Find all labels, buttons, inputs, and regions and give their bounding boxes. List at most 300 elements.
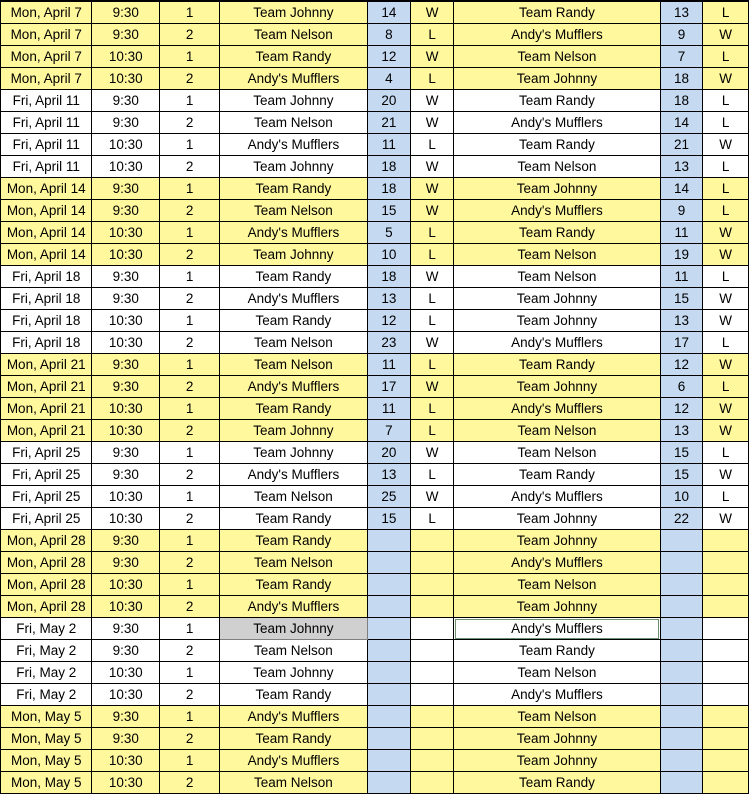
- result1-cell[interactable]: L: [411, 24, 454, 46]
- result2-cell[interactable]: L: [703, 266, 749, 288]
- field-cell[interactable]: 1: [160, 574, 220, 596]
- field-cell[interactable]: 2: [160, 200, 220, 222]
- score2-cell[interactable]: [660, 772, 702, 794]
- score1-cell[interactable]: 15: [367, 508, 410, 530]
- date-cell[interactable]: Mon, April 28: [1, 530, 92, 552]
- time-cell[interactable]: 10:30: [92, 156, 160, 178]
- time-cell[interactable]: 10:30: [92, 486, 160, 508]
- score2-cell[interactable]: 18: [660, 68, 702, 90]
- score1-cell[interactable]: 18: [367, 156, 410, 178]
- date-cell[interactable]: Fri, May 2: [1, 662, 92, 684]
- score1-cell[interactable]: [367, 574, 410, 596]
- result1-cell[interactable]: W: [411, 1, 454, 24]
- score2-cell[interactable]: 13: [660, 1, 702, 24]
- date-cell[interactable]: Mon, April 14: [1, 178, 92, 200]
- date-cell[interactable]: Mon, May 5: [1, 706, 92, 728]
- field-cell[interactable]: 2: [160, 728, 220, 750]
- result2-cell[interactable]: L: [703, 200, 749, 222]
- time-cell[interactable]: 9:30: [92, 90, 160, 112]
- team2-cell[interactable]: Andy's Mufflers: [454, 684, 661, 706]
- score2-cell[interactable]: [660, 684, 702, 706]
- score2-cell[interactable]: [660, 750, 702, 772]
- team1-cell[interactable]: Andy's Mufflers: [220, 596, 368, 618]
- field-cell[interactable]: 1: [160, 486, 220, 508]
- result1-cell[interactable]: L: [411, 134, 454, 156]
- team1-cell[interactable]: Team Johnny: [220, 244, 368, 266]
- team1-cell[interactable]: Team Randy: [220, 684, 368, 706]
- score2-cell[interactable]: [660, 530, 702, 552]
- team1-cell[interactable]: Team Johnny: [220, 90, 368, 112]
- team2-cell[interactable]: Team Nelson: [454, 46, 661, 68]
- date-cell[interactable]: Fri, April 25: [1, 486, 92, 508]
- score1-cell[interactable]: 18: [367, 266, 410, 288]
- team2-cell[interactable]: Team Johnny: [454, 310, 661, 332]
- score1-cell[interactable]: 23: [367, 332, 410, 354]
- team1-cell[interactable]: Team Nelson: [220, 200, 368, 222]
- score1-cell[interactable]: [367, 618, 410, 640]
- result2-cell[interactable]: [703, 662, 749, 684]
- team2-cell[interactable]: Team Johnny: [454, 288, 661, 310]
- field-cell[interactable]: 1: [160, 90, 220, 112]
- field-cell[interactable]: 1: [160, 266, 220, 288]
- score1-cell[interactable]: [367, 706, 410, 728]
- date-cell[interactable]: Mon, April 14: [1, 200, 92, 222]
- team1-cell[interactable]: Andy's Mufflers: [220, 376, 368, 398]
- team1-cell[interactable]: Team Johnny: [220, 156, 368, 178]
- team1-cell[interactable]: Team Randy: [220, 398, 368, 420]
- team2-cell[interactable]: Andy's Mufflers: [454, 486, 661, 508]
- score2-cell[interactable]: 6: [660, 376, 702, 398]
- score2-cell[interactable]: 10: [660, 486, 702, 508]
- result1-cell[interactable]: [411, 530, 454, 552]
- time-cell[interactable]: 9:30: [92, 1, 160, 24]
- field-cell[interactable]: 1: [160, 178, 220, 200]
- score1-cell[interactable]: 25: [367, 486, 410, 508]
- team1-cell[interactable]: Team Randy: [220, 266, 368, 288]
- result1-cell[interactable]: L: [411, 68, 454, 90]
- field-cell[interactable]: 2: [160, 596, 220, 618]
- result2-cell[interactable]: L: [703, 90, 749, 112]
- time-cell[interactable]: 10:30: [92, 244, 160, 266]
- date-cell[interactable]: Mon, April 21: [1, 420, 92, 442]
- time-cell[interactable]: 10:30: [92, 68, 160, 90]
- date-cell[interactable]: Fri, May 2: [1, 640, 92, 662]
- result2-cell[interactable]: [703, 596, 749, 618]
- team2-cell[interactable]: Team Nelson: [454, 662, 661, 684]
- date-cell[interactable]: Mon, April 7: [1, 68, 92, 90]
- team2-cell[interactable]: Andy's Mufflers: [454, 200, 661, 222]
- date-cell[interactable]: Fri, April 25: [1, 464, 92, 486]
- score2-cell[interactable]: 9: [660, 24, 702, 46]
- result2-cell[interactable]: L: [703, 486, 749, 508]
- time-cell[interactable]: 10:30: [92, 596, 160, 618]
- team1-cell[interactable]: Andy's Mufflers: [220, 134, 368, 156]
- team1-cell[interactable]: Andy's Mufflers: [220, 706, 368, 728]
- team1-cell[interactable]: Team Nelson: [220, 552, 368, 574]
- score2-cell[interactable]: 13: [660, 420, 702, 442]
- score1-cell[interactable]: [367, 530, 410, 552]
- score2-cell[interactable]: 15: [660, 442, 702, 464]
- time-cell[interactable]: 10:30: [92, 420, 160, 442]
- score1-cell[interactable]: 20: [367, 442, 410, 464]
- result2-cell[interactable]: W: [703, 310, 749, 332]
- date-cell[interactable]: Fri, April 25: [1, 442, 92, 464]
- result1-cell[interactable]: L: [411, 464, 454, 486]
- score2-cell[interactable]: 11: [660, 222, 702, 244]
- team2-cell[interactable]: Team Nelson: [454, 574, 661, 596]
- team1-cell[interactable]: Team Nelson: [220, 354, 368, 376]
- time-cell[interactable]: 9:30: [92, 706, 160, 728]
- result2-cell[interactable]: W: [703, 244, 749, 266]
- result1-cell[interactable]: W: [411, 332, 454, 354]
- team2-cell[interactable]: Team Randy: [454, 1, 661, 24]
- result2-cell[interactable]: [703, 530, 749, 552]
- field-cell[interactable]: 2: [160, 508, 220, 530]
- result1-cell[interactable]: [411, 618, 454, 640]
- team2-cell[interactable]: Andy's Mufflers: [454, 618, 661, 640]
- result2-cell[interactable]: L: [703, 332, 749, 354]
- team1-cell[interactable]: Team Johnny: [220, 662, 368, 684]
- score2-cell[interactable]: 12: [660, 398, 702, 420]
- score1-cell[interactable]: 7: [367, 420, 410, 442]
- team2-cell[interactable]: Team Nelson: [454, 244, 661, 266]
- result1-cell[interactable]: W: [411, 266, 454, 288]
- result1-cell[interactable]: [411, 596, 454, 618]
- result1-cell[interactable]: W: [411, 442, 454, 464]
- date-cell[interactable]: Mon, April 14: [1, 222, 92, 244]
- team2-cell[interactable]: Andy's Mufflers: [454, 112, 661, 134]
- score2-cell[interactable]: 21: [660, 134, 702, 156]
- score2-cell[interactable]: 14: [660, 178, 702, 200]
- score2-cell[interactable]: 19: [660, 244, 702, 266]
- score2-cell[interactable]: 7: [660, 46, 702, 68]
- time-cell[interactable]: 10:30: [92, 772, 160, 794]
- field-cell[interactable]: 1: [160, 662, 220, 684]
- field-cell[interactable]: 2: [160, 376, 220, 398]
- date-cell[interactable]: Mon, April 21: [1, 398, 92, 420]
- time-cell[interactable]: 10:30: [92, 332, 160, 354]
- result1-cell[interactable]: W: [411, 46, 454, 68]
- team2-cell[interactable]: Team Randy: [454, 354, 661, 376]
- team2-cell[interactable]: Team Nelson: [454, 420, 661, 442]
- date-cell[interactable]: Mon, April 21: [1, 354, 92, 376]
- score1-cell[interactable]: 14: [367, 1, 410, 24]
- score1-cell[interactable]: [367, 596, 410, 618]
- time-cell[interactable]: 10:30: [92, 508, 160, 530]
- result2-cell[interactable]: [703, 552, 749, 574]
- team1-cell[interactable]: Team Nelson: [220, 640, 368, 662]
- team1-cell[interactable]: Andy's Mufflers: [220, 750, 368, 772]
- result2-cell[interactable]: W: [703, 354, 749, 376]
- score1-cell[interactable]: [367, 772, 410, 794]
- team1-cell[interactable]: Andy's Mufflers: [220, 464, 368, 486]
- team1-cell[interactable]: Team Randy: [220, 310, 368, 332]
- field-cell[interactable]: 1: [160, 750, 220, 772]
- score1-cell[interactable]: 21: [367, 112, 410, 134]
- date-cell[interactable]: Fri, April 18: [1, 288, 92, 310]
- team2-cell[interactable]: Team Johnny: [454, 68, 661, 90]
- score2-cell[interactable]: 15: [660, 288, 702, 310]
- team2-cell[interactable]: Team Johnny: [454, 508, 661, 530]
- field-cell[interactable]: 2: [160, 640, 220, 662]
- result2-cell[interactable]: [703, 574, 749, 596]
- time-cell[interactable]: 9:30: [92, 640, 160, 662]
- result1-cell[interactable]: L: [411, 244, 454, 266]
- result2-cell[interactable]: [703, 640, 749, 662]
- team2-cell[interactable]: Team Randy: [454, 90, 661, 112]
- time-cell[interactable]: 9:30: [92, 266, 160, 288]
- score1-cell[interactable]: [367, 662, 410, 684]
- team1-cell[interactable]: Team Johnny: [220, 442, 368, 464]
- score2-cell[interactable]: [660, 728, 702, 750]
- result1-cell[interactable]: L: [411, 420, 454, 442]
- score2-cell[interactable]: 15: [660, 464, 702, 486]
- time-cell[interactable]: 9:30: [92, 464, 160, 486]
- team2-cell[interactable]: Andy's Mufflers: [454, 24, 661, 46]
- score2-cell[interactable]: 17: [660, 332, 702, 354]
- score2-cell[interactable]: 13: [660, 310, 702, 332]
- date-cell[interactable]: Mon, May 5: [1, 772, 92, 794]
- time-cell[interactable]: 9:30: [92, 288, 160, 310]
- field-cell[interactable]: 1: [160, 442, 220, 464]
- team2-cell[interactable]: Team Johnny: [454, 728, 661, 750]
- time-cell[interactable]: 10:30: [92, 574, 160, 596]
- result2-cell[interactable]: L: [703, 442, 749, 464]
- score1-cell[interactable]: 4: [367, 68, 410, 90]
- result1-cell[interactable]: L: [411, 354, 454, 376]
- time-cell[interactable]: 10:30: [92, 134, 160, 156]
- result1-cell[interactable]: [411, 750, 454, 772]
- score1-cell[interactable]: [367, 684, 410, 706]
- date-cell[interactable]: Fri, April 11: [1, 112, 92, 134]
- team1-cell[interactable]: Andy's Mufflers: [220, 288, 368, 310]
- team2-cell[interactable]: Andy's Mufflers: [454, 398, 661, 420]
- team2-cell[interactable]: Team Nelson: [454, 706, 661, 728]
- result2-cell[interactable]: [703, 728, 749, 750]
- field-cell[interactable]: 2: [160, 464, 220, 486]
- score1-cell[interactable]: 20: [367, 90, 410, 112]
- field-cell[interactable]: 2: [160, 772, 220, 794]
- team2-cell[interactable]: Team Nelson: [454, 266, 661, 288]
- time-cell[interactable]: 9:30: [92, 618, 160, 640]
- result2-cell[interactable]: W: [703, 420, 749, 442]
- result2-cell[interactable]: W: [703, 464, 749, 486]
- field-cell[interactable]: 2: [160, 24, 220, 46]
- result2-cell[interactable]: [703, 618, 749, 640]
- date-cell[interactable]: Mon, April 28: [1, 596, 92, 618]
- score1-cell[interactable]: 13: [367, 288, 410, 310]
- result1-cell[interactable]: L: [411, 508, 454, 530]
- team2-cell[interactable]: Team Johnny: [454, 376, 661, 398]
- field-cell[interactable]: 1: [160, 354, 220, 376]
- team2-cell[interactable]: Andy's Mufflers: [454, 552, 661, 574]
- field-cell[interactable]: 1: [160, 530, 220, 552]
- result1-cell[interactable]: L: [411, 310, 454, 332]
- field-cell[interactable]: 1: [160, 46, 220, 68]
- score1-cell[interactable]: 11: [367, 134, 410, 156]
- date-cell[interactable]: Mon, April 28: [1, 574, 92, 596]
- field-cell[interactable]: 2: [160, 112, 220, 134]
- team2-cell[interactable]: Team Randy: [454, 134, 661, 156]
- date-cell[interactable]: Fri, May 2: [1, 684, 92, 706]
- result2-cell[interactable]: L: [703, 156, 749, 178]
- field-cell[interactable]: 1: [160, 310, 220, 332]
- time-cell[interactable]: 9:30: [92, 354, 160, 376]
- score1-cell[interactable]: 8: [367, 24, 410, 46]
- time-cell[interactable]: 9:30: [92, 552, 160, 574]
- score1-cell[interactable]: 12: [367, 46, 410, 68]
- team2-cell[interactable]: Team Johnny: [454, 178, 661, 200]
- field-cell[interactable]: 1: [160, 134, 220, 156]
- team2-cell[interactable]: Team Randy: [454, 640, 661, 662]
- team1-cell[interactable]: Andy's Mufflers: [220, 222, 368, 244]
- result1-cell[interactable]: W: [411, 200, 454, 222]
- date-cell[interactable]: Mon, April 28: [1, 552, 92, 574]
- result1-cell[interactable]: W: [411, 178, 454, 200]
- result1-cell[interactable]: L: [411, 398, 454, 420]
- time-cell[interactable]: 9:30: [92, 376, 160, 398]
- result1-cell[interactable]: [411, 662, 454, 684]
- score2-cell[interactable]: [660, 618, 702, 640]
- team1-cell[interactable]: Team Randy: [220, 728, 368, 750]
- time-cell[interactable]: 10:30: [92, 662, 160, 684]
- field-cell[interactable]: 1: [160, 398, 220, 420]
- field-cell[interactable]: 2: [160, 332, 220, 354]
- team1-cell[interactable]: Team Nelson: [220, 24, 368, 46]
- score2-cell[interactable]: [660, 596, 702, 618]
- score1-cell[interactable]: 17: [367, 376, 410, 398]
- time-cell[interactable]: 9:30: [92, 530, 160, 552]
- score2-cell[interactable]: 11: [660, 266, 702, 288]
- team1-cell[interactable]: Team Nelson: [220, 112, 368, 134]
- result2-cell[interactable]: L: [703, 112, 749, 134]
- team2-cell[interactable]: Team Randy: [454, 772, 661, 794]
- score2-cell[interactable]: [660, 662, 702, 684]
- date-cell[interactable]: Fri, April 18: [1, 332, 92, 354]
- score1-cell[interactable]: 15: [367, 200, 410, 222]
- field-cell[interactable]: 1: [160, 1, 220, 24]
- date-cell[interactable]: Mon, May 5: [1, 750, 92, 772]
- result1-cell[interactable]: [411, 684, 454, 706]
- result1-cell[interactable]: [411, 574, 454, 596]
- score1-cell[interactable]: 10: [367, 244, 410, 266]
- score1-cell[interactable]: [367, 728, 410, 750]
- team1-cell[interactable]: Team Nelson: [220, 486, 368, 508]
- result2-cell[interactable]: L: [703, 376, 749, 398]
- time-cell[interactable]: 10:30: [92, 684, 160, 706]
- date-cell[interactable]: Mon, April 14: [1, 244, 92, 266]
- result2-cell[interactable]: L: [703, 46, 749, 68]
- score1-cell[interactable]: [367, 750, 410, 772]
- team1-cell[interactable]: Andy's Mufflers: [220, 68, 368, 90]
- team1-cell[interactable]: Team Randy: [220, 178, 368, 200]
- field-cell[interactable]: 2: [160, 156, 220, 178]
- score2-cell[interactable]: [660, 640, 702, 662]
- team1-cell[interactable]: Team Johnny: [220, 1, 368, 24]
- result2-cell[interactable]: W: [703, 68, 749, 90]
- score1-cell[interactable]: [367, 640, 410, 662]
- date-cell[interactable]: Fri, May 2: [1, 618, 92, 640]
- team1-cell[interactable]: Team Randy: [220, 508, 368, 530]
- team1-cell[interactable]: Team Randy: [220, 46, 368, 68]
- field-cell[interactable]: 2: [160, 552, 220, 574]
- team2-cell[interactable]: Andy's Mufflers: [454, 332, 661, 354]
- time-cell[interactable]: 10:30: [92, 46, 160, 68]
- time-cell[interactable]: 10:30: [92, 398, 160, 420]
- result1-cell[interactable]: [411, 728, 454, 750]
- time-cell[interactable]: 9:30: [92, 200, 160, 222]
- field-cell[interactable]: 2: [160, 244, 220, 266]
- team2-cell[interactable]: Team Johnny: [454, 596, 661, 618]
- result2-cell[interactable]: W: [703, 288, 749, 310]
- team2-cell[interactable]: Team Randy: [454, 222, 661, 244]
- score2-cell[interactable]: 18: [660, 90, 702, 112]
- date-cell[interactable]: Mon, April 7: [1, 1, 92, 24]
- field-cell[interactable]: 2: [160, 420, 220, 442]
- date-cell[interactable]: Fri, April 11: [1, 156, 92, 178]
- field-cell[interactable]: 2: [160, 288, 220, 310]
- field-cell[interactable]: 1: [160, 618, 220, 640]
- team1-cell[interactable]: Team Johnny: [220, 420, 368, 442]
- time-cell[interactable]: 10:30: [92, 310, 160, 332]
- result2-cell[interactable]: W: [703, 508, 749, 530]
- score1-cell[interactable]: 11: [367, 398, 410, 420]
- date-cell[interactable]: Fri, April 18: [1, 266, 92, 288]
- date-cell[interactable]: Fri, April 11: [1, 134, 92, 156]
- result1-cell[interactable]: W: [411, 156, 454, 178]
- result1-cell[interactable]: W: [411, 112, 454, 134]
- team2-cell[interactable]: Team Nelson: [454, 442, 661, 464]
- field-cell[interactable]: 1: [160, 222, 220, 244]
- result2-cell[interactable]: L: [703, 178, 749, 200]
- time-cell[interactable]: 10:30: [92, 750, 160, 772]
- score1-cell[interactable]: 5: [367, 222, 410, 244]
- team2-cell[interactable]: Team Randy: [454, 464, 661, 486]
- result1-cell[interactable]: W: [411, 90, 454, 112]
- time-cell[interactable]: 9:30: [92, 442, 160, 464]
- score2-cell[interactable]: 14: [660, 112, 702, 134]
- result2-cell[interactable]: [703, 750, 749, 772]
- date-cell[interactable]: Fri, April 18: [1, 310, 92, 332]
- team2-cell[interactable]: Team Nelson: [454, 156, 661, 178]
- time-cell[interactable]: 10:30: [92, 222, 160, 244]
- date-cell[interactable]: Fri, April 25: [1, 508, 92, 530]
- field-cell[interactable]: 2: [160, 68, 220, 90]
- result2-cell[interactable]: [703, 684, 749, 706]
- result1-cell[interactable]: W: [411, 486, 454, 508]
- score2-cell[interactable]: [660, 552, 702, 574]
- team1-cell[interactable]: Team Nelson: [220, 772, 368, 794]
- time-cell[interactable]: 9:30: [92, 728, 160, 750]
- result2-cell[interactable]: W: [703, 222, 749, 244]
- time-cell[interactable]: 9:30: [92, 178, 160, 200]
- result2-cell[interactable]: [703, 772, 749, 794]
- date-cell[interactable]: Fri, April 11: [1, 90, 92, 112]
- result1-cell[interactable]: L: [411, 222, 454, 244]
- field-cell[interactable]: 2: [160, 684, 220, 706]
- date-cell[interactable]: Mon, April 21: [1, 376, 92, 398]
- time-cell[interactable]: 9:30: [92, 24, 160, 46]
- team1-cell[interactable]: Team Randy: [220, 574, 368, 596]
- team1-cell[interactable]: Team Randy: [220, 530, 368, 552]
- team2-cell[interactable]: Team Johnny: [454, 530, 661, 552]
- score2-cell[interactable]: [660, 574, 702, 596]
- date-cell[interactable]: Mon, April 7: [1, 24, 92, 46]
- result1-cell[interactable]: L: [411, 288, 454, 310]
- score2-cell[interactable]: 9: [660, 200, 702, 222]
- score1-cell[interactable]: 11: [367, 354, 410, 376]
- score2-cell[interactable]: 12: [660, 354, 702, 376]
